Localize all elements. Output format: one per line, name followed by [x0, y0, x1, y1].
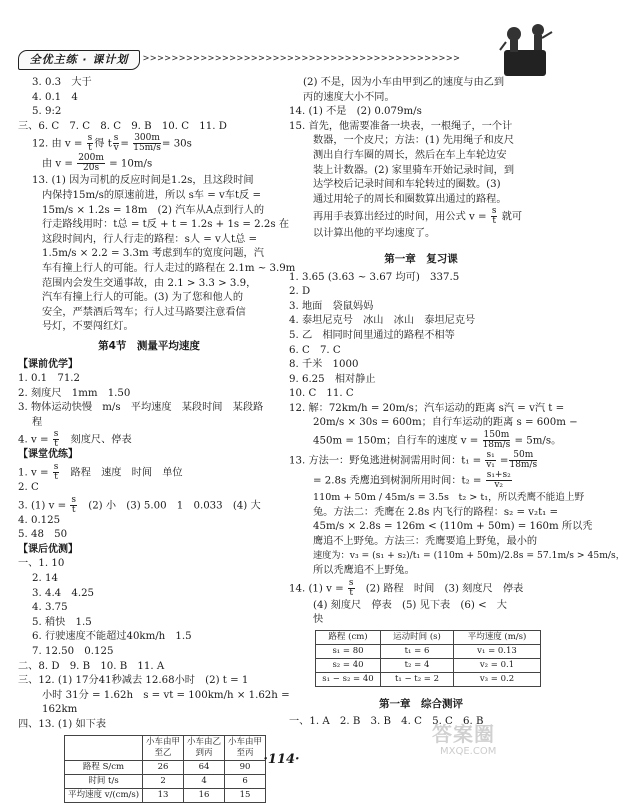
- table-row: [65, 788, 266, 802]
- formula-text: = 30s: [161, 138, 192, 150]
- answer-line: 5. 稍快 1.5: [32, 616, 92, 628]
- fraction: $\frac{s}{t}$: [348, 577, 354, 598]
- page-number: ·114·: [263, 752, 300, 767]
- answer-line: 13. (1) 因为司机的反应时间是1.2s，且这段时间: [32, 175, 254, 187]
- table-row: [316, 672, 541, 686]
- table-cell: v₁ = 0.13: [454, 644, 541, 658]
- right-column: [289, 76, 625, 730]
- table-cell: t₁ = 6: [381, 644, 454, 658]
- fraction: $\frac{s}{t}$: [53, 429, 59, 450]
- answer-line: 达学校后记录时间和车轮转过的圈数。(3): [313, 179, 501, 191]
- formula-line: [289, 430, 562, 451]
- table-cell: 小车由乙到丙: [184, 735, 225, 760]
- answer-line: 内保持15m/s的原速前进，所以 s车 = v车t反 =: [42, 189, 262, 201]
- table-cell: 15: [225, 788, 266, 802]
- fraction: $\frac{150m}{18m/s}$: [482, 430, 511, 451]
- answer-line: 速度为：v₃ = (s₁ + s₂)/t₁ = (110m + 50m)/2.8s = 57.1m/s > 45m/s，: [313, 550, 625, 562]
- formula-text: = 10m/s: [105, 158, 153, 170]
- answer-line: 5. 乙 相同时间里通过的路程不相等: [289, 329, 455, 341]
- answer-line: 一、1. 10: [18, 558, 65, 570]
- answer-line: 3. 物体运动快慢 m/s 平均速度 某段时间 某段路: [18, 402, 264, 414]
- formula-text: 14. (1) v =: [289, 583, 347, 595]
- answer-line: (2) 不是，因为小车由甲到乙的速度与由乙到: [303, 77, 505, 88]
- table-cell: s₂ = 40: [316, 658, 381, 672]
- table-cell: 6: [225, 774, 266, 788]
- fraction: $\frac{200m}{20s}$: [78, 153, 104, 174]
- subsection-title: 【课前优学】: [18, 358, 78, 370]
- answer-line: 45m/s × 2.8s = 126m < (110m + 50m) = 160m 所以秃: [313, 521, 593, 533]
- results-table-1: [64, 735, 266, 803]
- answer-line: 三、12. (1) 17分41秒减去 12.68小时 (2) t = 1: [18, 675, 249, 687]
- fraction: $\frac{s}{v}$: [113, 133, 119, 154]
- table-cell: v₃ = 0.2: [454, 672, 541, 686]
- watermark-logo: 答案圈: [432, 722, 495, 746]
- answer-line: 3. 4.4 4.25: [32, 587, 95, 599]
- answer-line: (4) 刻度尺 停表 (5) 见下表 (6) < 大: [313, 599, 507, 611]
- answer-line: 110m + 50m / 45m/s = 3.5s t₂ > t₁，所以秃鹰不能追上野: [313, 492, 585, 504]
- fraction: $\frac{300m}{15m/s}$: [133, 133, 161, 154]
- formula-line: [289, 207, 553, 227]
- table-row: [65, 774, 266, 788]
- results-table-2: [315, 630, 541, 687]
- table-row: [316, 658, 541, 672]
- formula-text: 再用手表算出经过的时间，用公式 v =: [313, 211, 490, 223]
- answer-line: 测出自行车圈的周长，然后在车上车轮边安: [313, 149, 507, 161]
- answer-line: 一、1. A 2. B 3. B 4. C 5. C 6. B: [289, 716, 484, 728]
- page-header: [18, 50, 548, 70]
- formula-text: (2) 小 (3) 5.00 1 0.033 (4) 大: [78, 500, 261, 512]
- answer-line: 6. C 7. C: [289, 344, 341, 356]
- answer-line: 2. D: [289, 286, 311, 298]
- answer-line: 2. 14: [32, 573, 58, 585]
- answer-line: 5. 48 50: [18, 529, 68, 541]
- fraction: $\frac{\text{s₁}}{\text{v₁}}$: [486, 450, 495, 471]
- table-cell: 13: [143, 788, 184, 802]
- formula-text: = 2.8s 秃鹰追到树洞所用时间：t₂ =: [313, 475, 485, 487]
- formula-text: 刻度尺、停表: [60, 434, 132, 446]
- answer-line: 鹰追不上野兔。方法三：秃鹰要追上野兔，最小的: [313, 535, 538, 547]
- subsection-title: 【课后优测】: [18, 543, 78, 555]
- fraction: $\frac{s}{t}$: [53, 462, 59, 483]
- answer-line: 12. 解：72km/h = 20m/s；汽车运动的距离 s汽 = v汽 t =: [289, 402, 565, 414]
- table-cell: 时间 t/s: [65, 774, 143, 788]
- answer-line: 2. 刻度尺 1mm 1.50: [18, 387, 131, 399]
- answer-line: 15. 首先，他需要准备一块表，一根绳子，一个计: [289, 120, 513, 132]
- answer-line: 2. C: [18, 482, 39, 494]
- formula-line: [289, 471, 553, 491]
- answer-line: 兔。方法二：秃鹰在 2.8s 内飞行的路程：s₂ = v₂t₁ =: [313, 506, 559, 518]
- answer-line: 装上计数器。(2) 家里骑车开始记录时间，到: [313, 164, 515, 176]
- formula-line: [18, 134, 280, 154]
- answer-line: 范围内会发生交通事故，由 2.1 > 3.3 > 3.9，: [42, 277, 257, 289]
- table-cell: 16: [184, 788, 225, 802]
- table-cell: 运动时间 (s): [381, 630, 454, 644]
- answer-line: 7. 12.50 0.125: [32, 646, 114, 657]
- formula-text: 路程 速度 时间 单位: [60, 467, 183, 479]
- table-cell: 小车由甲至丙: [225, 735, 266, 760]
- section-title: 第一章 综合测评: [379, 697, 463, 710]
- answer-line: 20m/s × 30s = 600m；自行车运动的距离 s = 600m −: [313, 417, 578, 429]
- answer-line: 9. 6.25 相对静止: [289, 373, 376, 385]
- answer-line: 162km: [42, 704, 78, 716]
- answer-line: 号灯，不要闯红灯。: [42, 321, 134, 333]
- answer-line: 所以秃鹰追不上野兔。: [313, 565, 415, 577]
- table-cell: s₁ − s₂ = 40: [316, 672, 381, 686]
- formula-text: =: [496, 455, 509, 467]
- table-cell: 90: [225, 760, 266, 774]
- formula-text: 由 v =: [42, 158, 77, 170]
- formula-text: 就可: [498, 211, 523, 223]
- table-row: [316, 644, 541, 658]
- answer-line: 小时 31分 = 1.62h s = vt = 100km/h × 1.62h =: [42, 689, 290, 701]
- answer-line: 车有撞上行人的可能。行人走过的路程在 2.1m ~ 3.9m: [42, 262, 296, 274]
- answer-line: 4. 0.1 4: [32, 91, 78, 103]
- table-cell: s₁ = 80: [316, 644, 381, 658]
- answer-line: 二、8. D 9. B 10. B 11. A: [18, 660, 165, 672]
- answer-line: 15m/s × 1.2s = 18m (2) 汽车从A点到行人的: [42, 204, 265, 216]
- table-header-row: [316, 630, 541, 644]
- formula-text: 13. 方法一：野兔逃进树洞需用时间：t₁ =: [289, 455, 485, 467]
- answer-line: 1.5m/s × 2.2 = 3.3m 考虑到车的宽度问题，汽: [42, 248, 264, 260]
- formula-text: = 5m/s。: [511, 435, 562, 447]
- fraction: $\frac{s}{t}$: [491, 206, 497, 227]
- fraction: $\frac{50m}{18m/s}$: [509, 450, 538, 471]
- answer-line: 1. 3.65 (3.63 ~ 3.67 均可) 337.5: [289, 271, 460, 283]
- formula-text: 得 t: [94, 138, 112, 150]
- answer-line: 这段时间内，行人行走的路程：s人 = v人t总 =: [42, 233, 258, 245]
- answer-line: 8. 千米 1000: [289, 359, 359, 371]
- fraction: $\frac{s}{t}$: [87, 133, 93, 154]
- answer-line: 以计算出他的平均速度了。: [313, 228, 436, 240]
- fraction: $\frac{\text{s₁+s₂}}{\text{v₂}}$: [486, 470, 511, 491]
- answer-line: 5. 9:2: [32, 106, 62, 118]
- answer-line: 汽车有撞上行人的可能。(3) 为了您和他人的: [42, 292, 244, 304]
- answer-line: 通过用轮子的周长和圈数算出通过的路程。: [313, 193, 507, 205]
- answer-line: 安全，严禁酒后驾车；行人过马路要注意看信: [42, 306, 246, 318]
- subsection-title: 【课堂优练】: [18, 449, 78, 461]
- table-cell: t₁ − t₂ = 2: [381, 672, 454, 686]
- answer-line: 4. 泰坦尼克号 冰山 冰山 泰坦尼克号: [289, 315, 476, 327]
- answer-line: 4. 0.125: [18, 514, 61, 526]
- table-cell: 小车由甲至乙: [143, 735, 184, 760]
- formula-line: [289, 579, 553, 599]
- answer-line: 四、13. (1) 如下表: [18, 718, 107, 730]
- answer-line: 14. (1) 不是 (2) 0.079m/s: [289, 106, 422, 118]
- answer-line: 6. 行驶速度不能超过40km/h 1.5: [32, 631, 192, 643]
- table-cell: 4: [184, 774, 225, 788]
- table-cell: v₂ = 0.1: [454, 658, 541, 672]
- table-cell: t₂ = 4: [381, 658, 454, 672]
- table-cell: 2: [143, 774, 184, 788]
- table-cell: 26: [143, 760, 184, 774]
- answer-line: 快: [313, 614, 324, 626]
- table-cell: 路程 (cm): [316, 630, 381, 644]
- formula-line: [18, 496, 280, 514]
- formula-line: [18, 154, 280, 174]
- formula-text: 3. (1) v =: [18, 500, 70, 512]
- answer-line: 行走路线用时：t总 = t反 + t = 1.2s + 1s = 2.2s 在: [42, 219, 290, 231]
- answer-line: 1. 0.1 71.2: [18, 373, 81, 385]
- table-cell: 64: [184, 760, 225, 774]
- answer-line: 3. 0.3 大于: [32, 77, 92, 88]
- answer-line: 丙的速度大小不同。: [303, 91, 395, 103]
- table-cell: 路程 S/cm: [65, 760, 143, 774]
- cartoon-figures-icon: [496, 20, 556, 80]
- answer-line: 4. 3.75: [32, 602, 68, 614]
- formula-line: [18, 463, 280, 481]
- formula-text: =: [120, 138, 133, 150]
- fraction: $\frac{s}{t}$: [71, 494, 77, 515]
- answer-line: 数器，一个皮尺；方法：(1) 先用绳子和皮尺: [313, 135, 515, 147]
- series-badge: 全优主练 · 课计划: [18, 50, 140, 70]
- watermark-url: MXQE.COM: [440, 746, 497, 757]
- answer-line: 三、6. C 7. C 8. C 9. B 10. C 11. D: [18, 120, 227, 132]
- formula-line: [18, 430, 280, 448]
- table-cell: 平均速度 v/(cm/s): [65, 788, 143, 802]
- section-title: 第4节 测量平均速度: [98, 339, 200, 352]
- formula-text: 450m = 150m；自行车的速度 v =: [313, 435, 482, 447]
- answer-line: 程: [32, 416, 43, 428]
- section-title: 第一章 复习课: [384, 252, 458, 265]
- formula-text: (2) 路程 时间 (3) 刻度尺 停表: [355, 583, 524, 595]
- formula-line: [289, 451, 553, 471]
- formula-text: 12. 由 v =: [32, 138, 86, 150]
- answer-line: 3. 地面 袋鼠妈妈: [289, 300, 374, 312]
- formula-text: 1. v =: [18, 467, 52, 479]
- table-cell: 平均速度 (m/s): [454, 630, 541, 644]
- answer-line: 10. C 11. C: [289, 388, 354, 400]
- header-arrows: >>>>>>>>>>>>>>>>>>>>>>>>>>>>>>>>>>>>>>>>>>>>: [143, 53, 461, 64]
- formula-text: 4. v =: [18, 434, 52, 446]
